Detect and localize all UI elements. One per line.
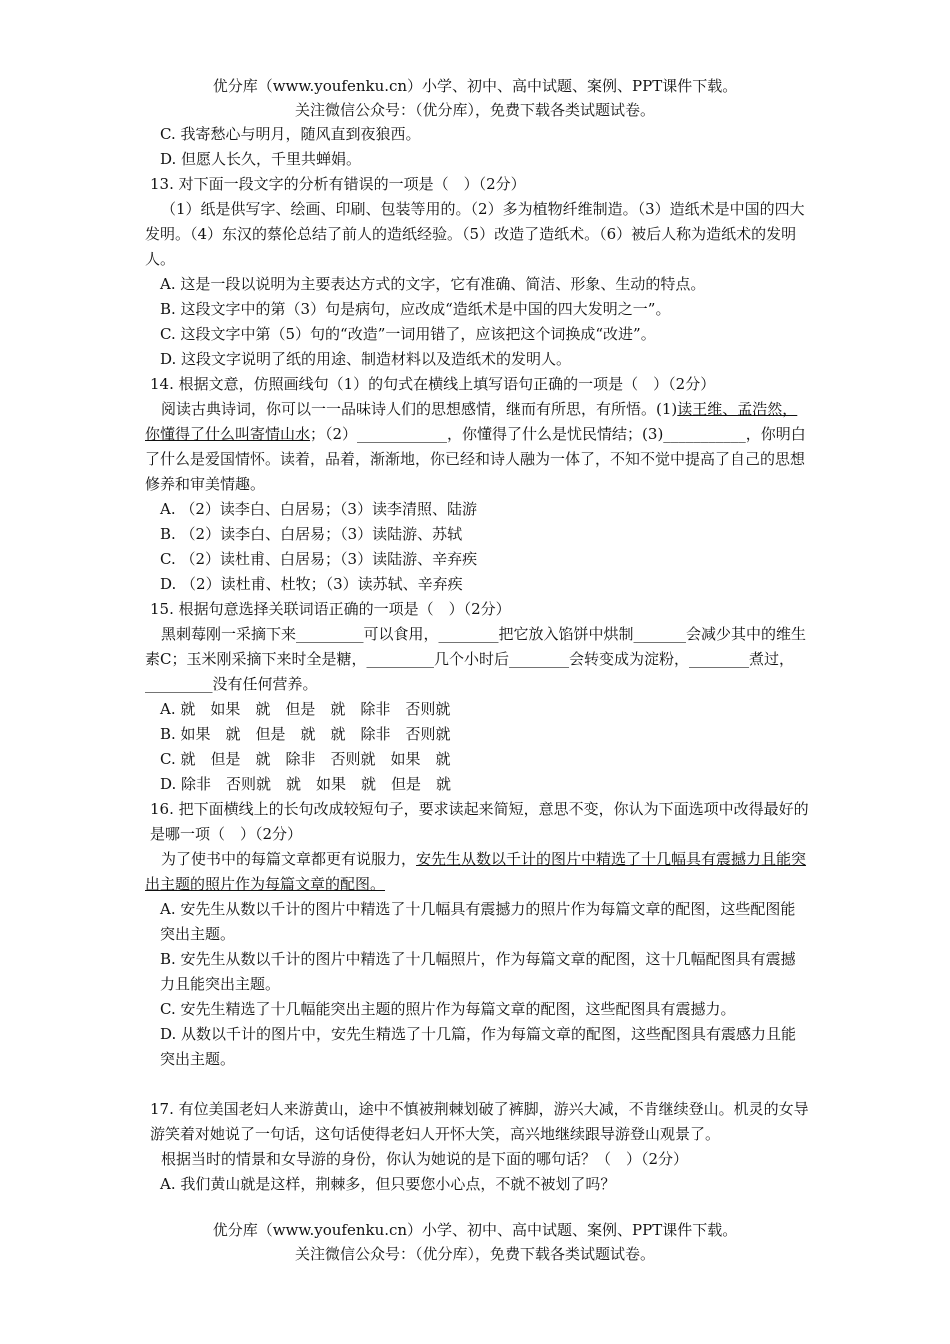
- q13-option-d: D. 这段文字说明了纸的用途、制造材料以及造纸术的发明人。: [160, 350, 572, 368]
- q14-stem: 14. 根据文意，仿照画线句（1）的句式在横线上填写语句正确的一项是（ ）（2分）: [150, 375, 716, 393]
- q13-option-a: A. 这是一段以说明为主要表达方式的文字，它有准确、简洁、形象、生动的特点。: [160, 275, 706, 293]
- q14-option-c: C. （2）读杜甫、白居易；（3）读陆游、辛弃疾: [160, 550, 478, 568]
- spacer: [145, 1072, 810, 1097]
- footer-line-2: 关注微信公众号：（优分库），免费下载各类试题试卷。: [294, 1245, 655, 1263]
- q13-option-b: B. 这段文字中的第（3）句是病句，应改成“造纸术是中国的四大发明之一”。: [160, 300, 671, 318]
- header-line-2: 关注微信公众号：（优分库），免费下载各类试题试卷。: [294, 101, 655, 119]
- q13-passage: （1）纸是供写字、绘画、印刷、包装等用的。（2）多为植物纤维制造。（3）造纸术是中国的四大发明。（4）东汉的蔡伦总结了前人的造纸经验。（5）改造了造纸术。（6）被后人称为造纸术的发明人。: [145, 200, 805, 268]
- q12-option-d: D. 但愿人长久，千里共蝉娟。: [160, 150, 362, 168]
- q14-passage-end: ；（2）____________，你懂得了什么是忧民情结；(3)___________，你明白了什么是爱国情怀。读着，品着，渐渐地，你已经和诗人融为一体了，不知不觉中提高了自己的思想修养和审美情趣。: [145, 425, 806, 493]
- q15-passage: 黑刺莓刚一采摘下来_________可以食用，________把它放入馅饼中烘制_______会减少其中的维生素C；玉米刚采摘下来时全是糖，_________几个小时后________会转变成为淀粉，________煮过，_________没有任何营养。: [145, 625, 807, 693]
- q17-option-a: A. 我们黄山就是这样，荆棘多，但只要您小心点，不就不被划了吗？: [160, 1175, 616, 1193]
- q14-option-a: A. （2）读李白、白居易；（3）读李清照、陆游: [160, 500, 477, 518]
- q14-passage-start: 阅读古典诗词，你可以一一品味诗人们的思想感情，继而有所思，有所悟。(1): [161, 400, 678, 418]
- q13-stem: 13. 对下面一段文字的分析有错误的一项是（ ）（2分）: [150, 175, 526, 193]
- q15-stem: 15. 根据句意选择关联词语正确的一项是（ ）（2分）: [150, 600, 511, 618]
- q16-underlined-sentence: 安先生从数以千计的图片中精选了十几幅具有震撼力且能突出主题的照片作为每篇文章的配图。: [145, 850, 807, 893]
- page-header: [0, 74, 950, 122]
- q14-passage: [145, 397, 810, 497]
- q15-option-a: A. 就 如果 就 但是 就 除非 否则就: [160, 700, 451, 718]
- q17-question: 根据当时的情景和女导游的身份，你认为她说的是下面的哪句话？（ ）（2分）: [161, 1150, 689, 1168]
- footer-line-1: 优分库（www.youfenku.cn）小学、初中、高中试题、案例、PPT课件下载。: [212, 1221, 738, 1239]
- exam-content: [145, 122, 810, 1197]
- q13-option-c: C. 这段文字中第（5）句的“改造”一词用错了，应该把这个词换成“改进”。: [160, 325, 656, 343]
- q16-passage: [145, 847, 810, 897]
- q15-option-c: C. 就 但是 就 除非 否则就 如果 就: [160, 750, 451, 768]
- q12-option-c: C. 我寄愁心与明月，随风直到夜狼西。: [160, 125, 421, 143]
- q14-option-d: D. （2）读杜甫、杜牧；（3）读苏轼、辛弃疾: [160, 575, 463, 593]
- q17-stem: 17. 有位美国老妇人来游黄山，途中不慎被荆棘划破了裤脚，游兴大减，不肯继续登山。机灵的女导游笑着对她说了一句话，这句话使得老妇人开怀大笑，高兴地继续跟导游登山观景了。: [150, 1100, 809, 1143]
- q16-option-c: C. 安先生精选了十几幅能突出主题的照片作为每篇文章的配图，这些配图具有震撼力。: [160, 1000, 736, 1018]
- page-footer: [0, 1218, 950, 1266]
- header-line-1: 优分库（www.youfenku.cn）小学、初中、高中试题、案例、PPT课件下载。: [212, 77, 738, 95]
- q15-option-b: B. 如果 就 但是 就 就 除非 否则就: [160, 725, 451, 743]
- q14-underlined-sentence: 读王维、孟浩然，你懂得了什么叫寄情山水: [145, 400, 798, 443]
- q14-option-b: B. （2）读李白、白居易；（3）读陆游、苏轼: [160, 525, 463, 543]
- q16-passage-start: 为了使书中的每篇文章都更有说服力，: [161, 850, 417, 868]
- q15-option-d: D. 除非 否则就 就 如果 就 但是 就: [160, 775, 452, 793]
- q16-option-a: A. 安先生从数以千计的图片中精选了十几幅具有震撼力的照片作为每篇文章的配图，这些配图能突出主题。: [160, 900, 796, 943]
- q16-option-d: D. 从数以千计的图片中，安先生精选了十几篇，作为每篇文章的配图，这些配图具有震感力且能突出主题。: [160, 1025, 797, 1068]
- q16-stem: 16. 把下面横线上的长句改成较短句子，要求读起来简短，意思不变，你认为下面选项中改得最好的是哪一项（ ）（2分）: [150, 800, 809, 843]
- q16-option-b: B. 安先生从数以千计的图片中精选了十几幅照片，作为每篇文章的配图，这十几幅配图具有震撼力且能突出主题。: [160, 950, 796, 993]
